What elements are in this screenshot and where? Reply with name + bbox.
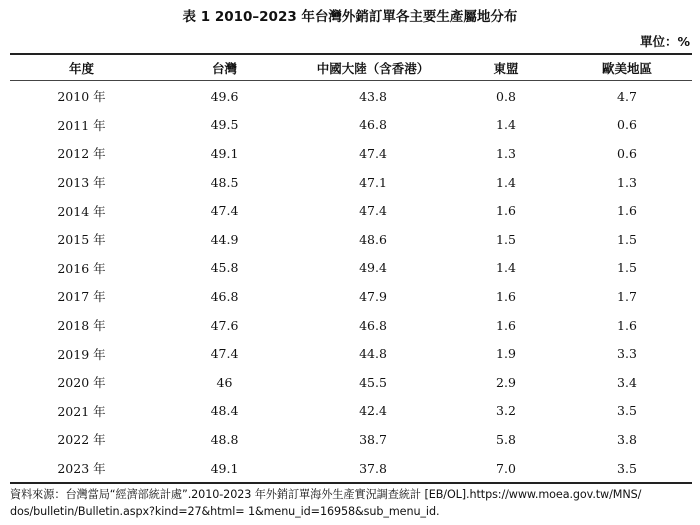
cell-taiwan: 49.5: [210, 117, 239, 133]
cell-mainland-china: 49.4: [359, 260, 387, 276]
table-title: 表 1 2010–2023 年台灣外銷訂單各主要生產屬地分布: [182, 9, 518, 25]
cell-mainland-china: 48.6: [359, 231, 387, 247]
table-row: [10, 282, 692, 311]
cell-year: 2013 年: [57, 175, 106, 191]
cell-asean: 1.6: [496, 317, 516, 333]
cell-asean: 1.9: [496, 346, 516, 362]
cell-asean: 1.4: [496, 174, 516, 190]
cell-europe-america: 3.5: [617, 460, 637, 476]
cell-asean: 1.6: [496, 288, 516, 304]
cell-year: 2020 年: [57, 375, 106, 391]
cell-mainland-china: 47.1: [359, 174, 387, 190]
cell-mainland-china: 47.4: [359, 203, 387, 219]
cell-europe-america: 3.4: [617, 374, 637, 390]
cell-asean: 7.0: [496, 460, 516, 476]
cell-year: 2016 年: [57, 260, 106, 276]
cell-mainland-china: 47.9: [359, 288, 387, 304]
cell-taiwan: 44.9: [210, 231, 239, 247]
header-mainland-china: 中國大陸（含香港）: [316, 60, 430, 76]
cell-mainland-china: 38.7: [359, 431, 387, 447]
cell-mainland-china: 42.4: [359, 403, 387, 419]
cell-taiwan: 45.8: [210, 260, 239, 276]
cell-asean: 5.8: [496, 431, 516, 447]
cell-taiwan: 47.4: [210, 203, 239, 219]
cell-europe-america: 3.5: [617, 403, 637, 419]
table-body: [10, 80, 692, 482]
source-note: [10, 486, 696, 520]
header-year: 年度: [68, 60, 94, 76]
source-line-2: dos/bulletin/Bulletin.aspx?kind=27&html= 1&menu_id=16958&sub_menu_id.: [10, 505, 440, 518]
table-row: [10, 139, 692, 168]
header-row: [10, 55, 692, 80]
cell-europe-america: 1.6: [617, 317, 637, 333]
cell-year: 2011 年: [57, 117, 106, 133]
cell-europe-america: 1.6: [617, 203, 637, 219]
table-row: [10, 196, 692, 225]
cell-asean: 2.9: [496, 374, 516, 390]
cell-taiwan: 46: [216, 374, 233, 390]
cell-year: 2010 年: [57, 89, 106, 105]
cell-mainland-china: 43.8: [359, 88, 387, 104]
cell-europe-america: 1.5: [617, 231, 637, 247]
cell-asean: 1.5: [496, 231, 516, 247]
cell-asean: 3.2: [496, 403, 516, 419]
cell-mainland-china: 45.5: [359, 374, 387, 390]
cell-mainland-china: 37.8: [359, 460, 387, 476]
cell-year: 2017 年: [57, 289, 106, 305]
cell-year: 2019 年: [57, 346, 106, 362]
cell-asean: 0.8: [496, 88, 516, 104]
cell-taiwan: 49.1: [210, 460, 239, 476]
cell-taiwan: 47.4: [210, 346, 239, 362]
cell-taiwan: 48.8: [210, 431, 239, 447]
cell-year: 2021 年: [57, 403, 106, 419]
cell-europe-america: 0.6: [617, 145, 637, 161]
table-row: [10, 80, 692, 111]
cell-year: 2014 年: [57, 203, 106, 219]
table-row: [10, 311, 692, 340]
source-line-1: 資料來源：台灣當局“經濟部統計處”.2010-2023 年外銷訂單海外生產實況調查統計 [EB/OL].https://www.moea.gov.tw/MNS/: [10, 488, 642, 501]
cell-mainland-china: 44.8: [359, 346, 387, 362]
header-europe-america: 歐美地區: [601, 60, 652, 76]
cell-asean: 1.4: [496, 260, 516, 276]
table-row: [10, 254, 692, 283]
cell-europe-america: 3.3: [617, 346, 637, 362]
cell-europe-america: 0.6: [617, 117, 637, 133]
table-row: [10, 368, 692, 397]
table-row: [10, 168, 692, 197]
table-row: [10, 339, 692, 368]
cell-taiwan: 49.6: [210, 88, 239, 104]
cell-europe-america: 1.5: [617, 260, 637, 276]
cell-asean: 1.3: [496, 145, 516, 161]
cell-year: 2018 年: [57, 318, 106, 334]
cell-taiwan: 46.8: [210, 288, 239, 304]
data-table: [10, 55, 692, 482]
cell-taiwan: 47.6: [210, 317, 239, 333]
table-row: [10, 425, 692, 454]
cell-taiwan: 48.4: [210, 403, 239, 419]
cell-taiwan: 48.5: [210, 174, 239, 190]
cell-europe-america: 4.7: [617, 88, 637, 104]
cell-taiwan: 49.1: [210, 145, 239, 161]
cell-europe-america: 1.7: [617, 288, 637, 304]
table-row: [10, 397, 692, 426]
cell-year: 2022 年: [57, 432, 106, 448]
cell-europe-america: 3.8: [617, 431, 637, 447]
header-taiwan: 台灣: [211, 60, 237, 76]
cell-mainland-china: 47.4: [359, 145, 387, 161]
cell-year: 2012 年: [57, 146, 106, 162]
header-asean: 東盟: [493, 60, 519, 76]
cell-mainland-china: 46.8: [359, 317, 387, 333]
cell-europe-america: 1.3: [617, 174, 637, 190]
table-row: [10, 454, 692, 483]
table-row: [10, 111, 692, 140]
cell-year: 2015 年: [57, 232, 106, 248]
cell-asean: 1.6: [496, 203, 516, 219]
table-row: [10, 225, 692, 254]
cell-asean: 1.4: [496, 117, 516, 133]
unit-label: 單位：%: [639, 34, 690, 49]
cell-mainland-china: 46.8: [359, 117, 387, 133]
cell-year: 2023 年: [57, 461, 106, 477]
